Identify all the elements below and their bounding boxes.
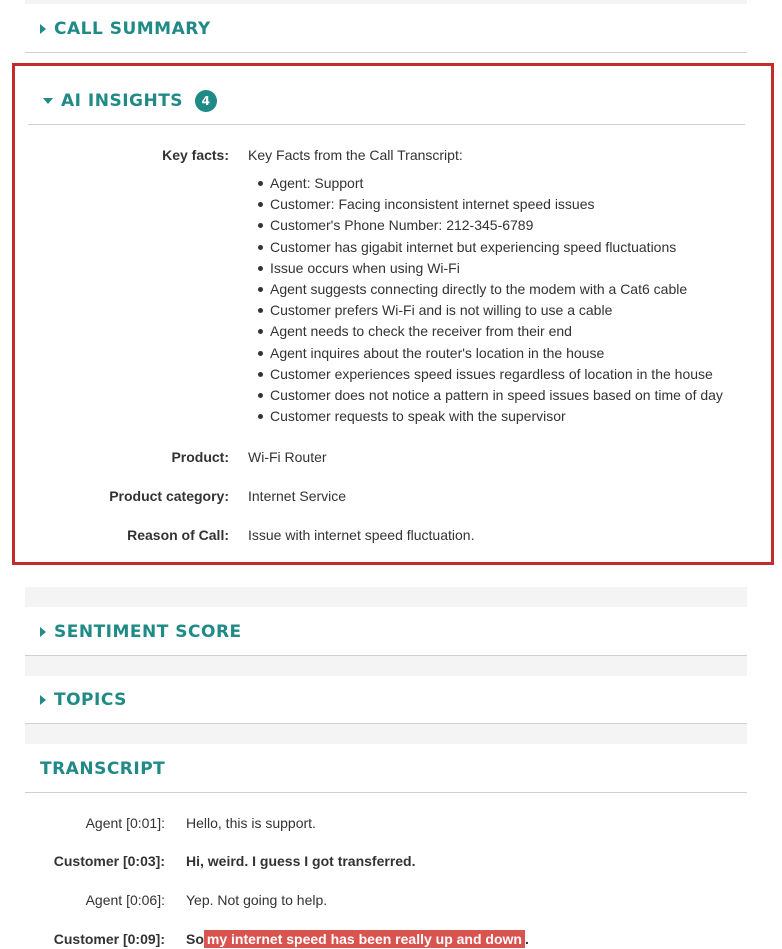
speaker-label: Agent [0:06]: <box>85 892 165 908</box>
section-gap <box>25 656 747 676</box>
transcript-title: TRANSCRIPT <box>40 759 166 779</box>
caret-right-icon <box>40 627 46 637</box>
sentiment-score-title: SENTIMENT SCORE <box>54 622 242 642</box>
reason-value: Issue with internet speed fluctuation. <box>248 527 475 543</box>
product-value: Wi-Fi Router <box>248 449 327 465</box>
key-facts-list <box>248 173 723 427</box>
key-fact-item: Agent needs to check the receiver from their end <box>248 321 723 342</box>
caret-right-icon <box>40 695 46 705</box>
reason-label: Reason of Call: <box>127 527 229 543</box>
caret-down-icon <box>43 98 53 104</box>
utterance-text: Hi, weird. I guess I got transferred. <box>186 853 416 869</box>
product-category-value: Internet Service <box>248 488 347 504</box>
transcript-header <box>25 744 747 793</box>
key-fact-item: Customer experiences speed issues regardless of location in the house <box>248 364 723 385</box>
speaker-label: Customer [0:09]: <box>53 931 165 947</box>
key-fact-item: Customer requests to speak with the supervisor <box>248 406 723 427</box>
section-gap <box>25 587 747 607</box>
ai-insights-title: AI INSIGHTS <box>61 91 184 111</box>
ai-insights-header[interactable] <box>43 90 217 112</box>
key-fact-item: Customer: Facing inconsistent internet speed issues <box>248 194 723 215</box>
caret-right-icon <box>40 24 46 34</box>
topics-title: TOPICS <box>54 690 127 710</box>
key-fact-item: Agent: Support <box>248 173 723 194</box>
key-facts-label: Key facts: <box>162 147 229 163</box>
call-summary-title: CALL SUMMARY <box>54 19 211 39</box>
ai-insights-panel <box>12 63 774 565</box>
product-label: Product: <box>171 449 229 465</box>
key-fact-item: Customer has gigabit internet but experiencing speed fluctuations <box>248 237 723 258</box>
key-fact-item: Customer prefers Wi-Fi and is not willing to use a cable <box>248 300 723 321</box>
speaker-label: Agent [0:01]: <box>85 815 165 831</box>
topics-header[interactable] <box>25 676 747 724</box>
divider <box>28 124 745 125</box>
key-fact-item: Agent suggests connecting directly to the modem with a Cat6 cable <box>248 279 723 300</box>
key-fact-item: Issue occurs when using Wi-Fi <box>248 258 723 279</box>
product-category-label: Product category: <box>109 488 229 504</box>
negative-sentiment-highlight: my internet speed has been really up and down <box>204 930 525 948</box>
utterance-suffix: . <box>524 931 529 947</box>
call-summary-header[interactable] <box>25 4 747 53</box>
insights-count-badge: 4 <box>195 90 217 112</box>
key-fact-item: Agent inquires about the router's location in the house <box>248 343 723 364</box>
section-gap <box>25 724 747 744</box>
utterance-prefix: So <box>186 931 204 947</box>
utterance-text: Yep. Not going to help. <box>186 892 328 908</box>
utterance-text: Hello, this is support. <box>186 815 316 831</box>
speaker-label: Customer [0:03]: <box>53 853 165 869</box>
key-fact-item: Customer's Phone Number: 212-345-6789 <box>248 215 723 236</box>
key-facts-intro: Key Facts from the Call Transcript: <box>248 147 463 163</box>
key-fact-item: Customer does not notice a pattern in speed issues based on time of day <box>248 385 723 406</box>
utterance-text <box>186 931 529 947</box>
sentiment-score-header[interactable] <box>25 607 747 656</box>
